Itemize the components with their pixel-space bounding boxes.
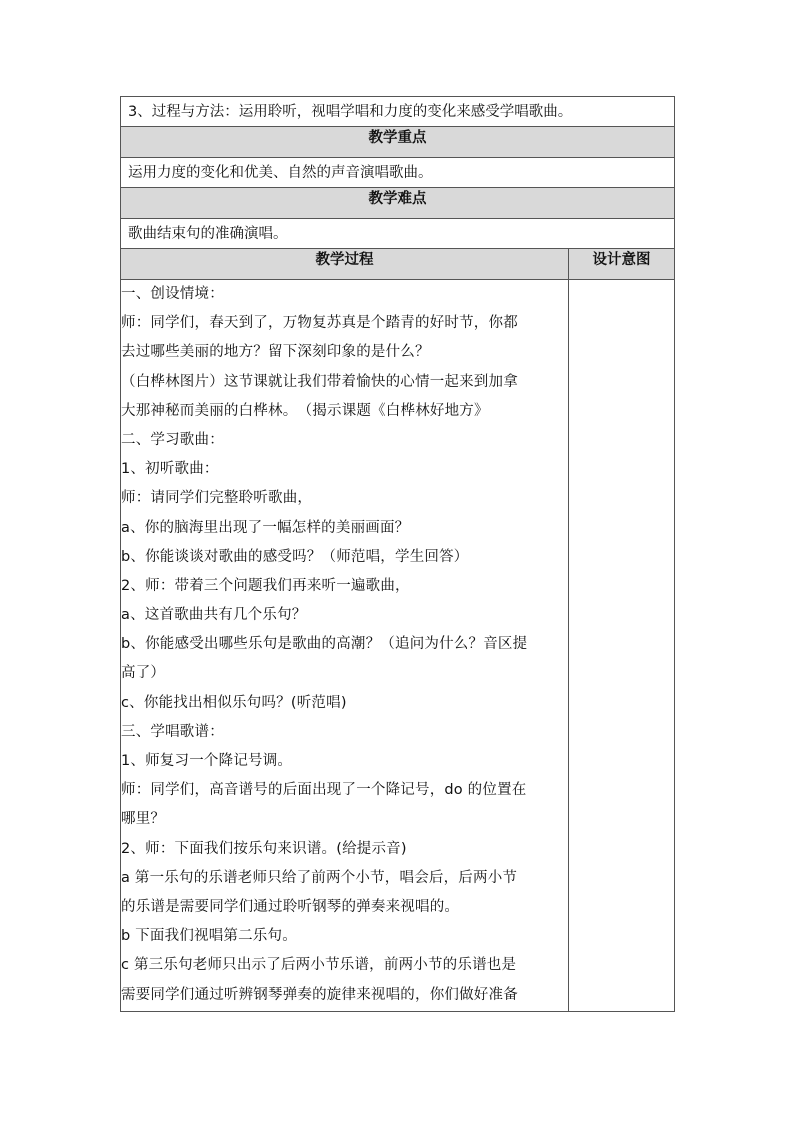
process-line: 的乐谱是需要同学们通过聆听钢琴的弹奏来视唱的。 [121,898,460,915]
process-line: 高了） [121,665,166,682]
process-line: 师：请同学们完整聆听歌曲， [121,490,313,507]
process-line: b 下面我们视唱第二乐句。 [121,928,297,945]
process-line: 1、初听歌曲： [121,461,219,478]
process-line: 师：同学们，春天到了，万物复苏真是个踏青的好时节，你都 [121,315,518,332]
lesson-plan-table [120,96,675,1012]
difficulty-content-row [121,219,675,249]
process-body-row [121,280,675,1012]
objective-text: 3、过程与方法：运用聆听，视唱学唱和力度的变化来感受学唱歌曲。 [128,104,573,120]
process-line: 师：同学们，高音谱号的后面出现了一个降记号，do 的位置在 [121,782,527,799]
key-point-heading: 教学重点 [368,130,427,146]
process-line: 二、学习歌曲： [121,431,224,448]
process-line: b、你能感受出哪些乐句是歌曲的高潮？（追问为什么？音区提 [121,636,528,653]
intent-cell [569,280,675,1012]
process-line: 2、师：带着三个问题我们再来听一遍歌曲， [121,577,410,594]
process-line: 大那神秘而美丽的白桦林。 （揭示课题《白桦林好地方》 [121,402,489,419]
key-point-heading-row [121,127,675,158]
process-line: a、这首歌曲共有几个乐句？ [121,607,307,624]
intent-column-heading: 设计意图 [592,252,651,268]
key-point-text: 运用力度的变化和优美、自然的声音演唱歌曲。 [128,165,433,181]
process-line: a 第一乐句的乐谱老师只给了前两个小节，唱会后，后两小节 [121,869,518,886]
difficulty-heading-row [121,188,675,219]
process-line: c、你能找出相似乐句吗？(听范唱) [121,694,347,711]
process-line: 1、师复习一个降记号调。 [121,753,293,769]
process-line: b、你能谈谈对歌曲的感受吗？（师范唱，学生回答） [121,548,469,565]
difficulty-text: 歌曲结束句的准确演唱。 [128,226,288,242]
process-line: c 第三乐句老师只出示了后两小节乐谱，前两小节的乐谱也是 [121,957,517,974]
process-column-heading: 教学过程 [315,252,374,268]
process-line: 2、师：下面我们按乐句来识谱。(给提示音) [121,840,407,857]
process-line: 哪里？ [121,811,166,828]
process-header-row [121,249,675,280]
process-line: 三、学唱歌谱： [121,723,224,740]
objective-row [121,97,675,127]
process-line: 需要同学们通过听辨钢琴弹奏的旋律来视唱的，你们做好准备 [121,986,518,1003]
process-line: 去过哪些美丽的地方？留下深刻印象的是什么？ [121,344,430,361]
key-point-content-row [121,158,675,188]
difficulty-heading: 教学难点 [368,191,427,207]
process-cell [121,280,569,1012]
process-line: 一、创设情境： [121,286,224,302]
process-line: （白桦林图片）这节课就让我们带着愉快的心情一起来到加拿 [121,373,518,390]
process-line: a、你的脑海里出现了一幅怎样的美丽画面？ [121,519,410,536]
